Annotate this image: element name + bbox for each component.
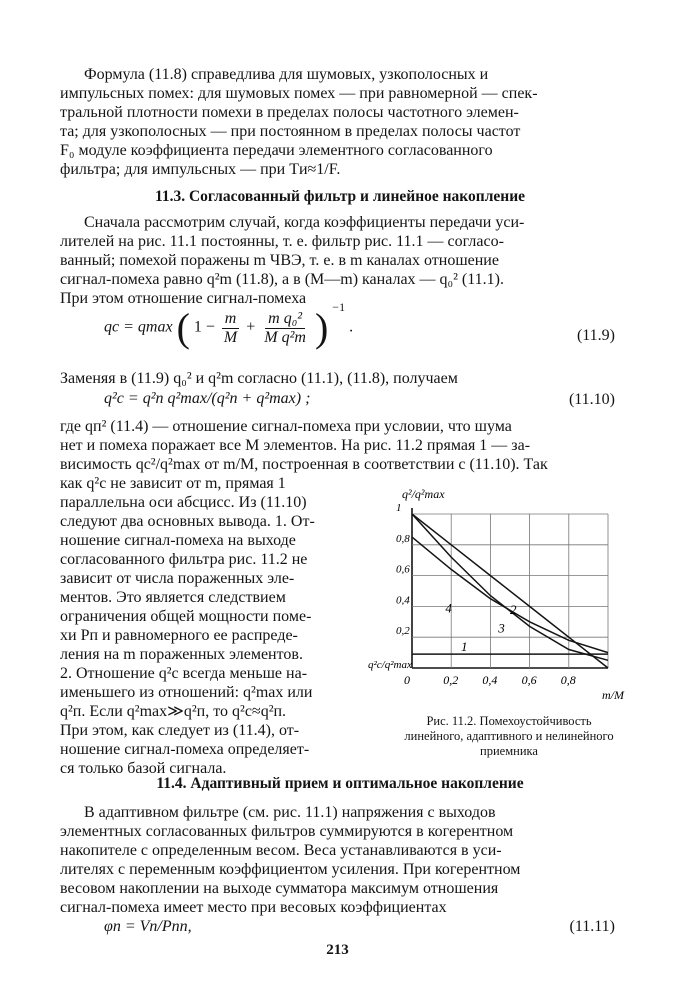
- right-paren: ): [314, 305, 329, 350]
- text-line: висимость qс²/q²max от m/M, построенная в соответствии с (11.10). Так: [60, 456, 548, 473]
- equation-number-11-11: (11.11): [569, 918, 615, 935]
- chart-y-label: q²/q²max: [402, 487, 445, 501]
- y-tick-label: 0,8: [396, 532, 410, 545]
- figure-caption: Рис. 11.2. Помехоустойчивость линейного, адаптивного и нелинейного приемника: [404, 714, 614, 758]
- y-tick-label: 1: [396, 502, 402, 514]
- text-line: хи Pп и равномерного ее распреде-: [60, 627, 298, 644]
- series-label-2: 2: [510, 602, 517, 618]
- eq-one-minus: 1 −: [193, 318, 215, 336]
- text-line: ношение сигнал-помеха на выходе: [60, 532, 296, 549]
- equation-11-11: φn = Vn/Pпn,: [104, 918, 192, 935]
- equation-number-11-10: (11.10): [568, 391, 615, 408]
- text-line: Сначала рассмотрим случай, когда коэффициенты передачи уси-: [84, 214, 525, 231]
- x-tick-label: 0: [404, 673, 410, 687]
- fraction-m-over-M: [221, 310, 240, 347]
- eq-exponent: −1: [332, 300, 346, 315]
- text-line: именьшего из отношений: q²max или: [60, 684, 313, 701]
- text-line: ся только базой сигнала.: [60, 760, 227, 777]
- x-tick-label: 0,4: [482, 673, 498, 687]
- equation-11-9: [104, 300, 354, 350]
- eq-lhs: qс = qmax: [104, 318, 173, 336]
- equation-11-10: q²с = q²п q²max/(q²п + q²max) ;: [104, 390, 311, 407]
- text-line: ментов. Это является следствием: [60, 589, 286, 606]
- text-line: В адаптивном фильтре (см. рис. 11.1) напряжения с выходов: [84, 804, 496, 821]
- series-label-3: 3: [498, 620, 505, 636]
- fraction-q0-over-qm: [261, 310, 309, 347]
- text-line: F₀ модуле коэффициента передачи элементного согласованного: [60, 142, 493, 159]
- x-tick-label: 0,8: [560, 673, 576, 687]
- text-line: следуют два основных вывода. 1. От-: [60, 513, 315, 530]
- text-line: та; для узкополосных — при постоянном в пределах полосы частот: [60, 123, 521, 140]
- text-line: ванный; помехой поражены m ЧВЭ, т. е. в m каналах отношение: [60, 252, 499, 269]
- series-label-4: 4: [445, 600, 452, 616]
- text-line: согласованного фильтра рис. 11.2 не: [60, 551, 308, 568]
- text-line: фильтра; для импульсных — при Tи≈1/F.: [60, 161, 341, 178]
- fraction-denominator: M q²m: [264, 328, 306, 346]
- chart-extra-y-label: q²с/q²max: [368, 659, 412, 671]
- text-line: сигнал-помеха имеет место при весовых коэффициентах: [60, 899, 447, 916]
- section-heading-11-3: 11.3. Согласованный фильтр и линейное накопление: [154, 188, 526, 205]
- text-line: При этом, как следует из (11.4), от-: [60, 722, 300, 739]
- chart-x-label: m/M: [602, 688, 624, 702]
- text-line: Формула (11.8) справедлива для шумовых, узкополосных и: [84, 66, 489, 83]
- series-line-4: [412, 537, 608, 653]
- page-number: 213: [326, 942, 349, 958]
- left-paren: (: [176, 305, 190, 350]
- y-tick-label: 0,6: [396, 563, 410, 576]
- replace-line: Заменяя в (11.9) q₀² и q²m согласно (11.1), (11.8), получаем: [60, 370, 458, 387]
- text-line: тральной плотности помехи в пределах полосы частотного элемен-: [60, 104, 519, 121]
- text-line: лителях с переменным коэффициентом усиления. При когерентном: [60, 861, 521, 878]
- series-line-3: [412, 514, 608, 660]
- equation-number-11-9: (11.9): [576, 327, 615, 344]
- text-line: импульсных помех: для шумовых помех — при равномерной — спек-: [60, 85, 538, 102]
- eq-tail: .: [349, 318, 354, 336]
- x-tick-label: 0,2: [443, 673, 459, 687]
- text-line: где qп² (11.4) — отношение сигнал-помеха при условии, что шума: [60, 418, 512, 435]
- y-tick-label: 0,4: [396, 594, 410, 607]
- text-line: элементных согласованных фильтров суммируются в когерентном: [60, 823, 514, 840]
- text-line: как q²с не зависит от m, прямая 1: [60, 475, 286, 492]
- fraction-denominator: M: [223, 328, 238, 346]
- text-line: ношение сигнал-помеха определяет-: [60, 741, 310, 758]
- text-line: сигнал-помеха равно q²m (11.8), а в (M—m) каналах — q₀² (11.1).: [60, 271, 504, 288]
- fraction-numerator: m q₀²: [265, 310, 305, 329]
- text-line: ления на m пораженных элементов.: [60, 646, 303, 663]
- text-line: накопителе с определенным весом. Веса устанавливаются в уси-: [60, 842, 502, 859]
- text-line: лителей на рис. 11.1 постоянны, т. е. фильтр рис. 11.1 — согласо-: [60, 233, 504, 250]
- text-line: нет и помеха поражает все M элементов. На рис. 11.2 прямая 1 — за-: [60, 437, 531, 454]
- fraction-numerator: m: [222, 310, 240, 329]
- chart-series: [412, 514, 608, 668]
- text-line: ограничения общей мощности поме-: [60, 608, 312, 625]
- text-line: При этом отношение сигнал-помеха: [60, 290, 307, 307]
- x-tick-label: 0,6: [521, 673, 537, 687]
- text-line: 2. Отношение q²с всегда меньше на-: [60, 665, 308, 682]
- text-line: зависит от числа пораженных эле-: [60, 570, 295, 587]
- text-line: q²п. Если q²max≫q²п, то q²с≈q²п.: [60, 703, 287, 720]
- series-label-1: 1: [461, 639, 468, 655]
- section-heading-11-4: 11.4. Адаптивный прием и оптимальное накопление: [156, 775, 524, 792]
- text-line: параллельна оси абсцисс. Из (11.10): [60, 494, 307, 511]
- eq-plus: +: [246, 318, 256, 336]
- series-line-2: [412, 514, 608, 668]
- figure-11-2-chart: [368, 478, 630, 710]
- text-line: весовом накоплении на выходе сумматора максимум отношения: [60, 880, 499, 897]
- y-tick-label: 0,2: [396, 625, 410, 638]
